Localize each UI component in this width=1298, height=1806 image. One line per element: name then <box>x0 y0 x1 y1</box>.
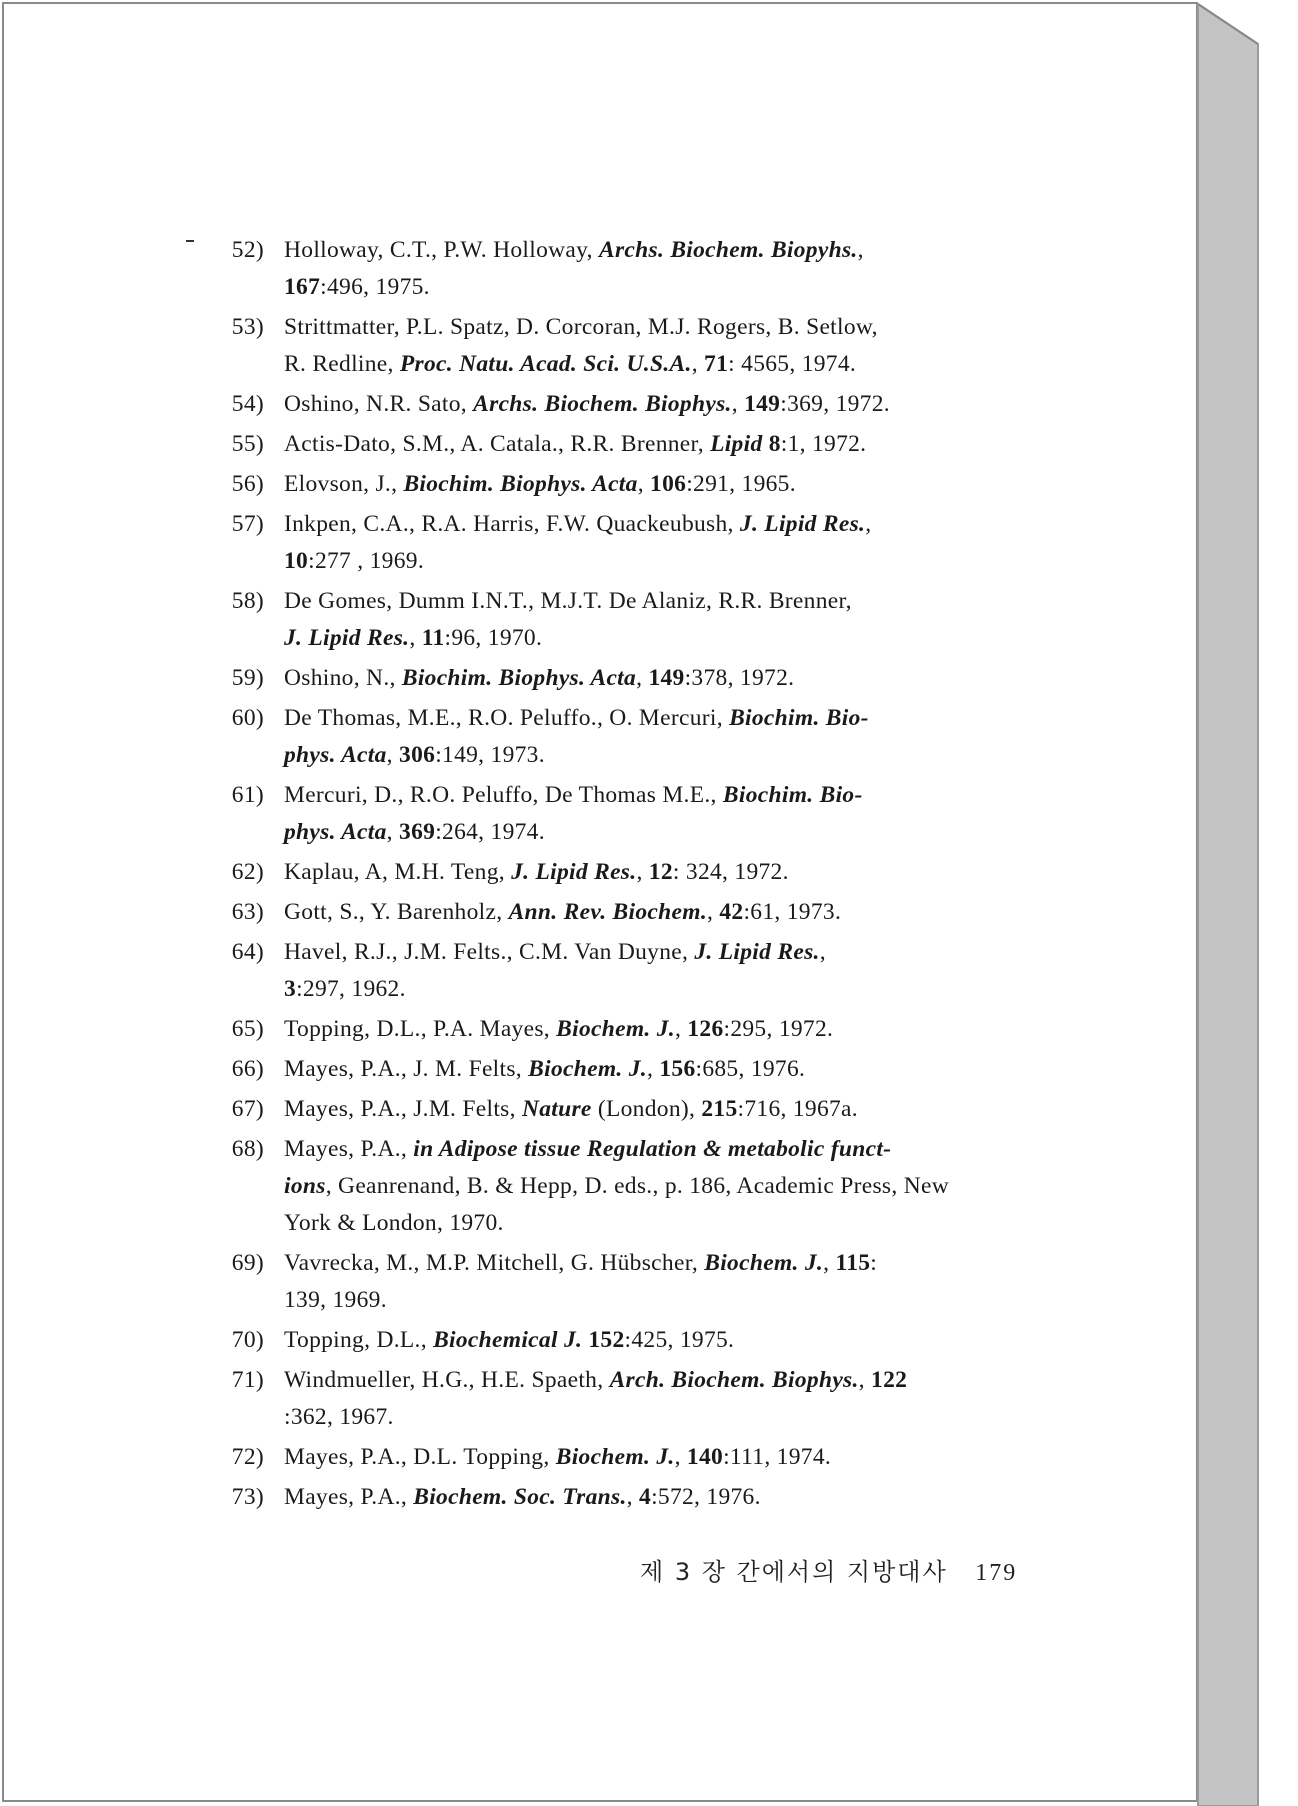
reference-item <box>222 1245 1022 1319</box>
reference-item <box>222 583 1022 657</box>
scan-mark <box>186 240 194 242</box>
reference-number: 64) <box>231 939 264 965</box>
reference-item <box>222 426 1022 463</box>
reference-text <box>262 700 1022 774</box>
reference-number: 63) <box>231 899 264 925</box>
reference-line: Actis-Dato, S.M., A. Catala., R.R. Brenner, Lipid 8:1, 1972. <box>284 431 867 457</box>
reference-line: 167:496, 1975. <box>284 274 430 300</box>
reference-item <box>222 660 1022 697</box>
reference-text <box>262 894 1022 931</box>
reference-text <box>262 1245 1022 1319</box>
reference-number: 60) <box>231 705 264 731</box>
reference-number: 66) <box>231 1056 264 1082</box>
reference-number: 73) <box>231 1484 264 1510</box>
reference-item <box>222 777 1022 851</box>
reference-line: De Gomes, Dumm I.N.T., M.J.T. De Alaniz, R.R. Brenner, <box>284 588 852 614</box>
reference-number: 55) <box>231 431 264 457</box>
reference-text <box>262 1091 1022 1128</box>
reference-line: De Thomas, M.E., R.O. Peluffo., O. Mercuri, Biochim. Bio- <box>284 705 869 731</box>
reference-number: 70) <box>231 1327 264 1353</box>
reference-number: 56) <box>231 471 264 497</box>
reference-text <box>262 1131 1022 1242</box>
reference-number: 53) <box>231 314 264 340</box>
reference-line: Kaplau, A, M.H. Teng, J. Lipid Res., 12: 324, 1972. <box>284 859 789 885</box>
reference-line: York & London, 1970. <box>284 1210 504 1236</box>
reference-line: Mayes, P.A., in Adipose tissue Regulation & metabolic funct- <box>284 1136 892 1162</box>
reference-line: :362, 1967. <box>284 1404 394 1430</box>
chapter-title: 제 3 장 간에서의 지방대사 <box>640 1558 948 1586</box>
reference-line: J. Lipid Res., 11:96, 1970. <box>284 625 543 651</box>
reference-line: Topping, D.L., Biochemical J. 152:425, 1975. <box>284 1327 735 1353</box>
reference-item <box>222 506 1022 580</box>
page-number: 179 <box>975 1560 1018 1586</box>
reference-item <box>222 1131 1022 1242</box>
reference-item <box>222 854 1022 891</box>
reference-item <box>222 1479 1022 1516</box>
book-page <box>2 2 1198 1802</box>
reference-number: 69) <box>231 1250 264 1276</box>
reference-number: 57) <box>231 511 264 537</box>
reference-item <box>222 386 1022 423</box>
reference-number: 52) <box>231 237 264 263</box>
reference-text <box>262 426 1022 463</box>
reference-number: 62) <box>231 859 264 885</box>
reference-text <box>262 1322 1022 1359</box>
reference-number: 54) <box>231 391 264 417</box>
reference-item <box>222 1011 1022 1048</box>
reference-line: phys. Acta, 306:149, 1973. <box>284 742 545 768</box>
reference-line: Gott, S., Y. Barenholz, Ann. Rev. Biochem., 42:61, 1973. <box>284 899 842 925</box>
reference-line: 139, 1969. <box>284 1287 387 1313</box>
reference-line: Havel, R.J., J.M. Felts., C.M. Van Duyne, J. Lipid Res., <box>284 939 826 965</box>
reference-number: 72) <box>231 1444 264 1470</box>
reference-line: R. Redline, Proc. Natu. Acad. Sci. U.S.A., 71: 4565, 1974. <box>284 351 857 377</box>
reference-item <box>222 232 1022 306</box>
reference-text <box>262 1362 1022 1436</box>
reference-text <box>262 583 1022 657</box>
reference-line: Holloway, C.T., P.W. Holloway, Archs. Biochem. Biopyhs., <box>284 237 864 263</box>
reference-line: Oshino, N., Biochim. Biophys. Acta, 149:378, 1972. <box>284 665 795 691</box>
reference-line: Vavrecka, M., M.P. Mitchell, G. Hübscher, Biochem. J., 115: <box>284 1250 878 1276</box>
reference-number: 61) <box>231 782 264 808</box>
reference-number: 71) <box>231 1367 264 1393</box>
reference-line: 10:277 , 1969. <box>284 548 424 574</box>
reference-line: Strittmatter, P.L. Spatz, D. Corcoran, M.J. Rogers, B. Setlow, <box>284 314 878 340</box>
reference-line: Windmueller, H.G., H.E. Spaeth, Arch. Biochem. Biophys., 122 <box>284 1367 908 1393</box>
reference-item <box>222 1091 1022 1128</box>
reference-line: Mayes, P.A., J.M. Felts, Nature (London), 215:716, 1967a. <box>284 1096 858 1122</box>
reference-line: phys. Acta, 369:264, 1974. <box>284 819 545 845</box>
reference-item <box>222 934 1022 1008</box>
reference-text <box>262 1051 1022 1088</box>
page-footer <box>640 1552 1017 1587</box>
reference-text <box>262 1011 1022 1048</box>
reference-line: ions, Geanrenand, B. & Hepp, D. eds., p. 186, Academic Press, New <box>284 1173 949 1199</box>
reference-number: 59) <box>231 665 264 691</box>
reference-list <box>222 232 1022 1519</box>
reference-text <box>262 386 1022 423</box>
reference-number: 65) <box>231 1016 264 1042</box>
reference-line: Oshino, N.R. Sato, Archs. Biochem. Biophys., 149:369, 1972. <box>284 391 890 417</box>
reference-number: 68) <box>231 1136 264 1162</box>
reference-item <box>222 1439 1022 1476</box>
reference-item <box>222 1362 1022 1436</box>
reference-line: Mayes, P.A., J. M. Felts, Biochem. J., 156:685, 1976. <box>284 1056 806 1082</box>
reference-text <box>262 660 1022 697</box>
reference-line: 3:297, 1962. <box>284 976 406 1002</box>
reference-line: Mercuri, D., R.O. Peluffo, De Thomas M.E., Biochim. Bio- <box>284 782 863 808</box>
reference-item <box>222 309 1022 383</box>
reference-number: 58) <box>231 588 264 614</box>
reference-text <box>262 309 1022 383</box>
reference-line: Elovson, J., Biochim. Biophys. Acta, 106:291, 1965. <box>284 471 796 497</box>
reference-line: Inkpen, C.A., R.A. Harris, F.W. Quackeubush, J. Lipid Res., <box>284 511 872 537</box>
reference-text <box>262 232 1022 306</box>
reference-item <box>222 700 1022 774</box>
reference-text <box>262 466 1022 503</box>
reference-line: Mayes, P.A., Biochem. Soc. Trans., 4:572, 1976. <box>284 1484 761 1510</box>
reference-item <box>222 894 1022 931</box>
reference-text <box>262 934 1022 1008</box>
reference-text <box>262 1479 1022 1516</box>
reference-line: Topping, D.L., P.A. Mayes, Biochem. J., 126:295, 1972. <box>284 1016 834 1042</box>
reference-text <box>262 506 1022 580</box>
reference-item <box>222 1322 1022 1359</box>
reference-text <box>262 854 1022 891</box>
reference-text <box>262 777 1022 851</box>
reference-item <box>222 1051 1022 1088</box>
reference-number: 67) <box>231 1096 264 1122</box>
reference-item <box>222 466 1022 503</box>
reference-line: Mayes, P.A., D.L. Topping, Biochem. J., 140:111, 1974. <box>284 1444 832 1470</box>
reference-text <box>262 1439 1022 1476</box>
